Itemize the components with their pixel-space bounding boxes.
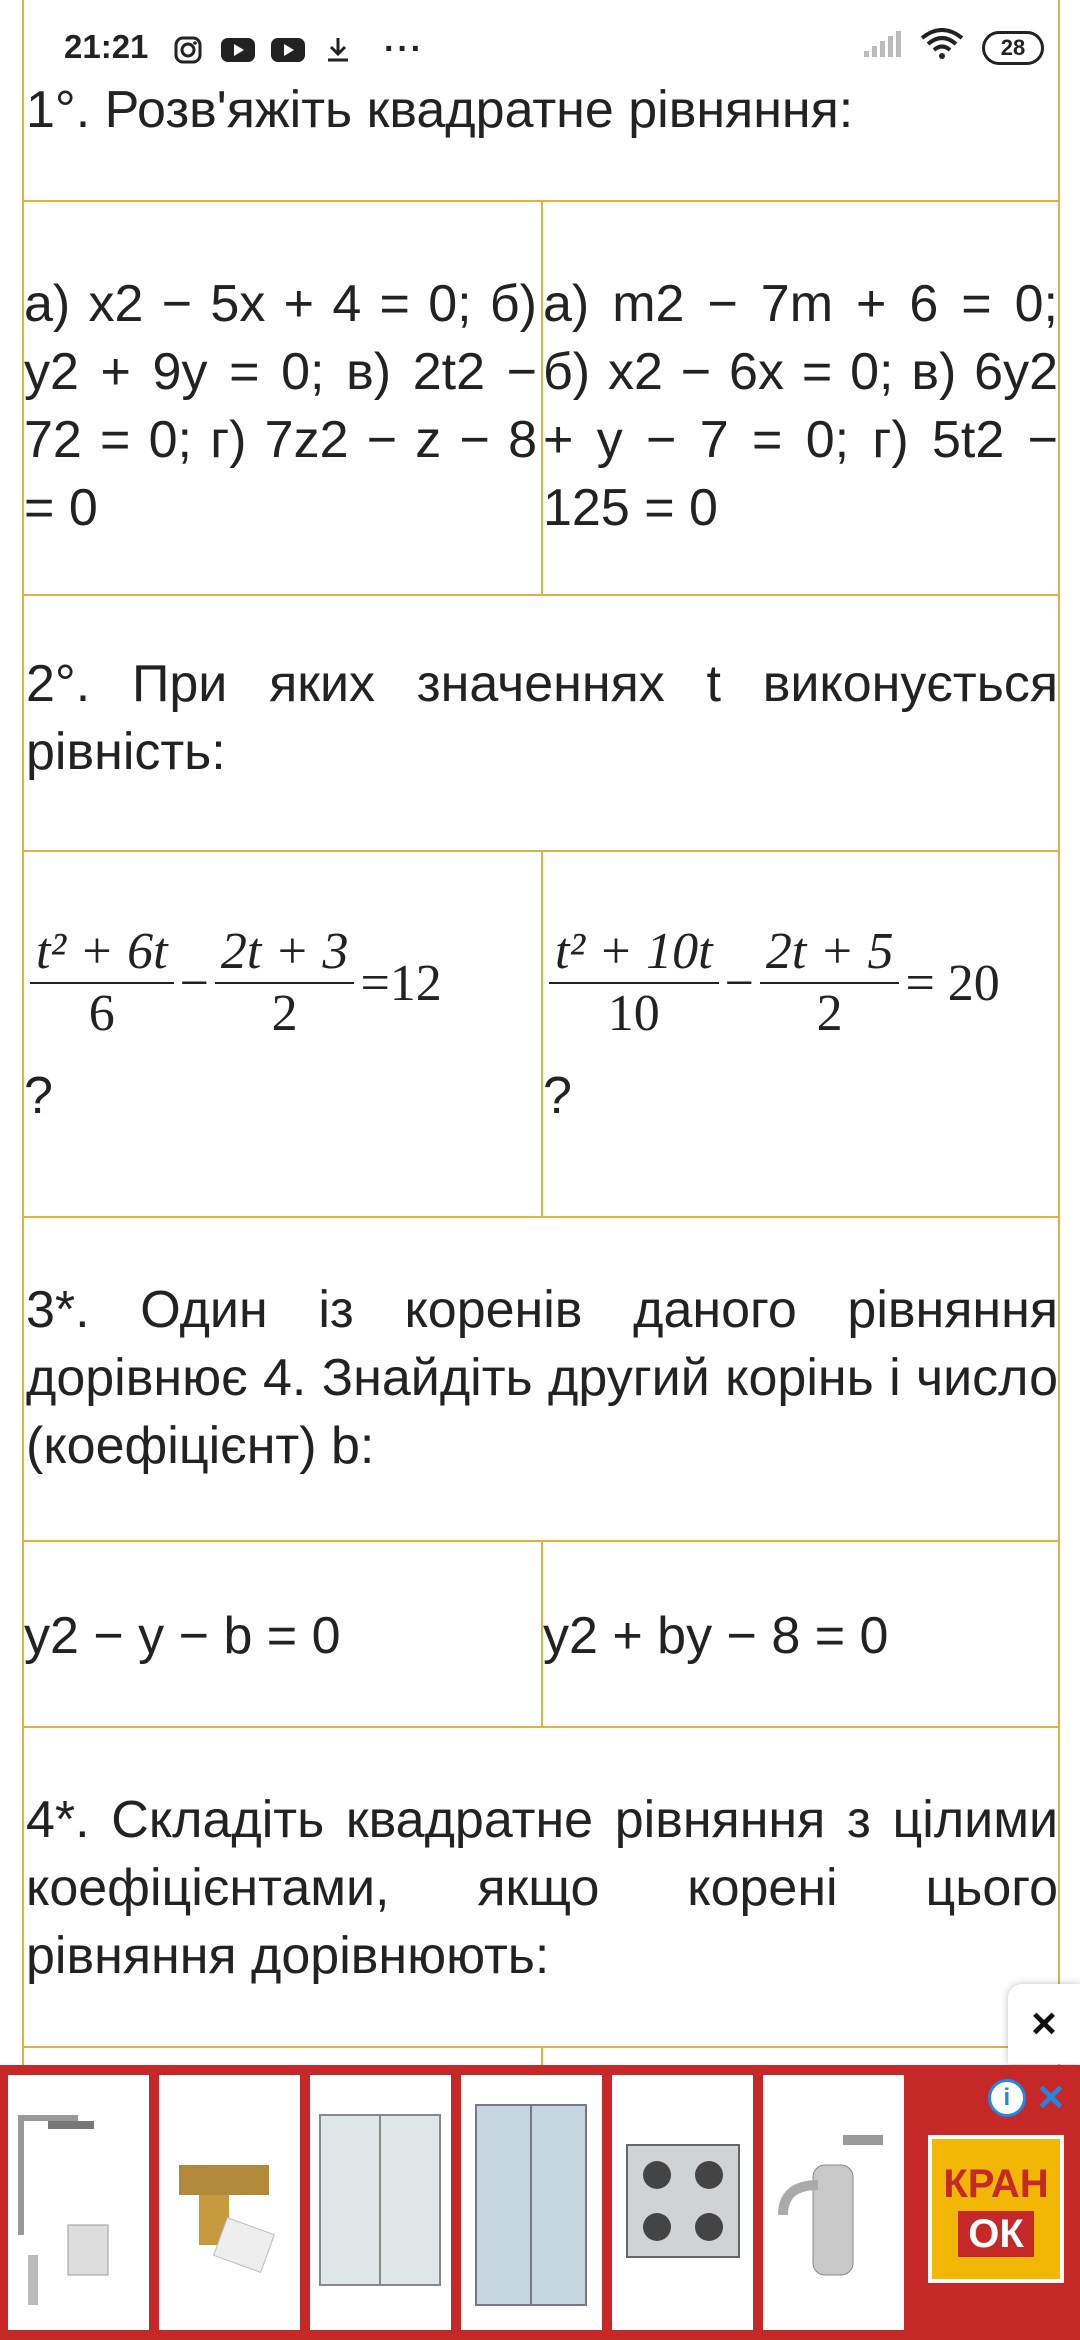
numerator: t² + 10t — [549, 922, 719, 984]
ad-brand-logo[interactable] — [928, 2135, 1064, 2283]
fraction — [215, 922, 355, 1044]
minus-sign: − — [179, 954, 209, 1012]
logo-line1: КРАН — [943, 2162, 1049, 2206]
fraction — [760, 922, 900, 1044]
numerator: t² + 6t — [30, 922, 174, 984]
denominator: 6 — [88, 985, 115, 1042]
ad-dismiss-icon[interactable]: ✕ — [1035, 2077, 1066, 2118]
numerator: 2t + 3 — [215, 922, 355, 984]
task1-left-equations: а) x2 − 5x + 4 = 0; б) y2 + 9y = 0; в) 2t2 − 72 = 0; г) 7z2 − z − 8 = 0 — [24, 275, 537, 537]
task2-title — [24, 596, 1058, 786]
task2-title-text: 2°. При яких значеннях t виконується рівність: — [26, 655, 1058, 781]
status-time: 21:21 — [64, 28, 149, 65]
download-icon — [320, 34, 356, 66]
fraction — [549, 922, 719, 1044]
youtube-icon — [270, 34, 306, 66]
minus-sign: − — [724, 954, 754, 1012]
task4-equations-row — [24, 2048, 1058, 2065]
ad-product-glass-screen-icon[interactable] — [310, 2075, 451, 2330]
more-notifications-icon: ··· — [384, 30, 424, 68]
task-table — [22, 0, 1060, 2065]
denominator: 10 — [607, 985, 660, 1042]
ad-banner[interactable] — [0, 2065, 1080, 2340]
fraction — [30, 922, 174, 1044]
task3-title: 3*. Один із коренів даного рівняння дорівнює 4. Знайдіть другий корінь і число (коефіцієнт) b: — [26, 1281, 1058, 1475]
ad-product-valve-icon[interactable] — [159, 2075, 300, 2330]
question-mark: ? — [24, 1067, 53, 1125]
denominator: 2 — [816, 985, 843, 1042]
ad-info-icon[interactable]: i — [988, 2079, 1026, 2117]
signal-icon — [862, 29, 902, 67]
question-mark: ? — [543, 1067, 572, 1125]
equals-value: = 20 — [905, 954, 1000, 1012]
logo-line2: ОК — [958, 2211, 1034, 2257]
task2-right-equation — [541, 852, 1058, 1216]
ad-product-gas-hob-icon[interactable] — [612, 2075, 753, 2330]
battery-indicator: 28 — [982, 31, 1044, 65]
status-bar — [0, 0, 1080, 90]
task1-equations-row — [24, 202, 1058, 596]
youtube-icon — [220, 34, 256, 66]
ad-product-shower-cabin-icon[interactable] — [461, 2075, 602, 2330]
task4-title: 4*. Складіть квадратне рівняння з цілими коефіцієнтами, якщо корені цього рівняння дорівнюють: — [26, 1791, 1058, 1985]
task1-right-equations: а) m2 − 7m + 6 = 0; б) x2 − 6x = 0; в) 6y2 + y − 7 = 0; г) 5t2 − 125 = 0 — [541, 202, 1058, 594]
task4-title-row — [24, 1728, 1058, 2048]
denominator: 2 — [271, 985, 298, 1042]
task1-title: 1°. Розв'яжіть квадратне рівняння: — [26, 81, 854, 139]
task3-title-row — [24, 1218, 1058, 1542]
task2-equations-row — [24, 852, 1058, 1218]
task3-left-equation: y2 − y − b = 0 — [24, 1607, 341, 1665]
task3-right-equation: y2 + by − 8 = 0 — [541, 1542, 1058, 1726]
task3-equations-row — [24, 1542, 1058, 1728]
task2-left-equation — [24, 852, 541, 1216]
equals-value: =12 — [360, 954, 442, 1012]
ad-product-faucet-icon[interactable] — [763, 2075, 904, 2330]
ad-close-button[interactable]: × — [1008, 1984, 1080, 2064]
task2-title-row — [24, 596, 1058, 852]
numerator: 2t + 5 — [760, 922, 900, 984]
ad-product-shower-icon[interactable] — [8, 2075, 149, 2330]
wifi-icon — [920, 28, 964, 68]
instagram-icon — [170, 34, 206, 66]
